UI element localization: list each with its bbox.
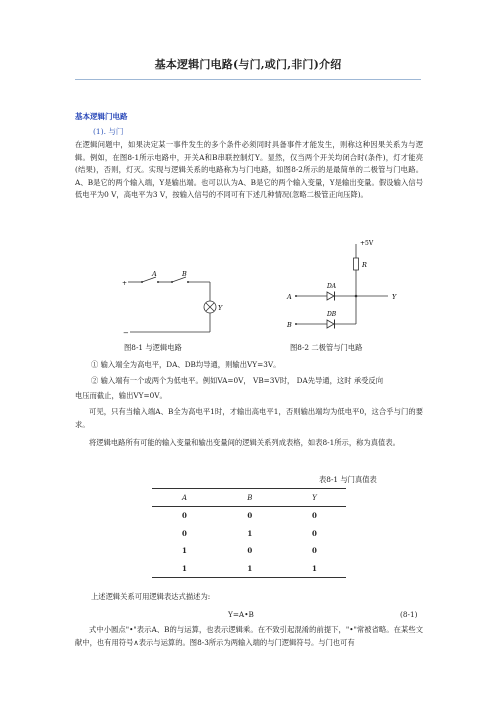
fig2-input-b-label: B xyxy=(287,321,292,329)
cell-y: 0 xyxy=(311,528,317,538)
case-2-continued: 电压而截止，输出VY=0V。 xyxy=(75,391,167,400)
cell-y: 0 xyxy=(311,546,317,556)
formula-number: (8-1) xyxy=(400,610,418,619)
and-formula: Y=A•B xyxy=(228,610,254,619)
table-row xyxy=(152,507,346,525)
cell-b: 0 xyxy=(247,546,253,556)
conclusion-paragraph: 可见，只有当输入端A、B全为高电平1时，才输出高电平1，否则输出端均为低电平0，这合乎与门的要求。 xyxy=(75,407,423,429)
case-1-text: ① 输入端全为高电平，DA、DB均导通，则输出VY=3V。 xyxy=(91,360,281,369)
table-row xyxy=(152,560,346,578)
truth-table-intro: 将逻辑电路所有可能的输入变量和输出变量间的逻辑关系列成表格，如表8-1所示，称为真值表。 xyxy=(89,438,400,447)
fig1-switch-a-label: A xyxy=(152,270,157,278)
fig1-caption: 图8-1 与逻辑电路 xyxy=(124,343,182,352)
fig1-switch-b-label: B xyxy=(182,270,187,278)
fig2-caption: 图8-2 二极管与门电路 xyxy=(290,343,363,352)
header-y: Y xyxy=(283,489,346,507)
cell-a: 0 xyxy=(182,528,187,538)
expression-intro: 上述逻辑关系可用逻辑表达式描述为: xyxy=(91,592,211,601)
fig2-output-label: Y xyxy=(392,293,397,301)
cell-y: 0 xyxy=(311,511,317,521)
header-b: B xyxy=(217,489,283,507)
case-2-text: ② 输入端有一个或两个为低电平。例如VA=0V， VB=3V时， DA先导通，这时 承受反向 xyxy=(91,376,384,385)
page-title: 基本逻辑门电路(与门,或门,非门)介绍 xyxy=(154,58,342,71)
header-a: A xyxy=(152,489,217,507)
cell-a: 1 xyxy=(182,546,187,556)
fig1-minus-label: − xyxy=(123,329,129,336)
cell-b: 1 xyxy=(247,528,253,538)
truth-table-header-row xyxy=(152,489,346,507)
fig2-diode-b-label: DB xyxy=(327,311,337,318)
cell-b: 0 xyxy=(247,511,253,521)
fig1-lamp-label: Y xyxy=(218,304,223,312)
fig2-input-a-label: A xyxy=(287,293,292,301)
fig2-diode-a-label: DA xyxy=(327,283,337,290)
truth-table xyxy=(152,488,346,578)
table-row xyxy=(152,525,346,543)
fig2-resistor-label: R xyxy=(362,261,367,269)
truth-table-caption: 表8-1 与门真值表 xyxy=(319,475,377,484)
fig1-and-circuit xyxy=(118,262,226,336)
cell-a: 1 xyxy=(152,560,217,578)
fig2-diode-and-gate xyxy=(284,236,408,336)
tail-paragraph: 式中小圆点"•"表示A、B的与运算，也表示逻辑乘。在不致引起混淆的前提下，"•"常被省略。在某些文献中，也有用符号∧表示与运算的。图8-3所示为两输入端的与门逻辑符号。与门也可有 xyxy=(75,625,423,647)
section-heading[interactable]: 基本逻辑门电路 xyxy=(75,112,128,121)
cell-y: 1 xyxy=(283,560,346,578)
subsection-heading[interactable]: (1). 与门 xyxy=(93,127,124,136)
fig2-supply-label: +5V xyxy=(360,240,374,247)
cell-b: 1 xyxy=(217,560,283,578)
title-divider xyxy=(75,79,421,80)
intro-paragraph: 在逻辑问题中，如果决定某一事件发生的多个条件必须同时具备事件才能发生，则称这种因果关系为与逻辑。例如，在图8-1所示电路中，开关A和B串联控制灯Y。显然，仅当两个开关均闭合时(条件)，灯才能亮(结果)，否则，灯灭。实现与逻辑关系的电路称为与门电路，如图8-2所示的是最简单的二极管与门电路。A、B是它的两个输入端，Y是输出端。也可以认为A、B是它的两个输入变量，Y是输出变量。假设输入信号低电平为0 V，高电平为3 V，按输入信号的不同可有下述几种情况(忽略二极管正向压降)。 xyxy=(75,140,423,200)
table-row xyxy=(152,542,346,560)
cell-a: 0 xyxy=(182,511,187,521)
fig1-plus-label: + xyxy=(122,280,128,287)
